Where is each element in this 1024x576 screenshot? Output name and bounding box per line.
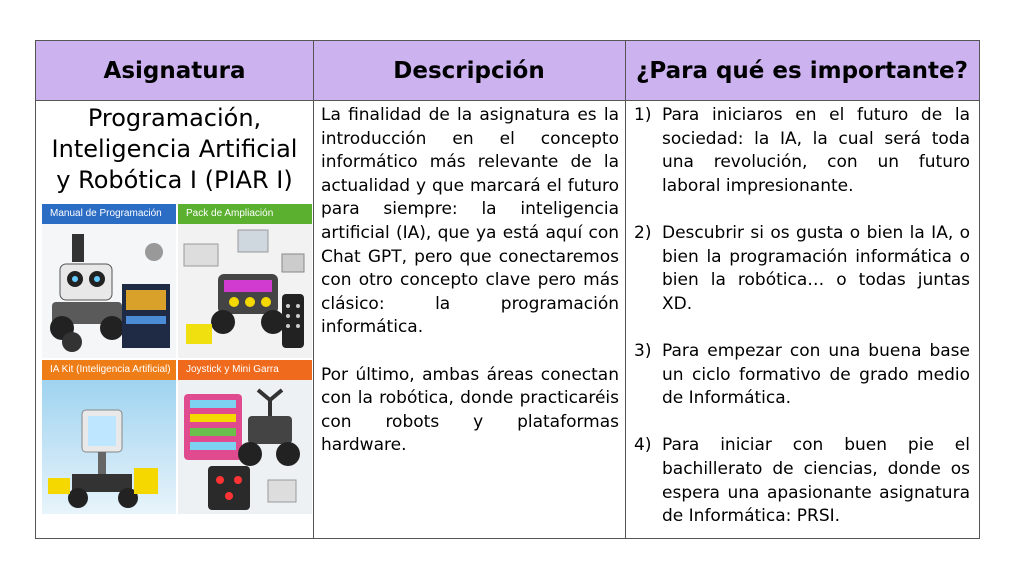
product-label: Pack de Ampliación [178, 204, 312, 224]
subject-title-line: y Robótica I (PIAR I) [56, 166, 293, 194]
product-tile-programming-manual [42, 204, 176, 358]
importance-item-text: Para iniciar con buen pie el bachillerato de ciencias, donde os espera una apasionante asignatura de Informática: PRSI. [662, 435, 970, 527]
ai-kit-image [42, 380, 176, 514]
robot-car-image [42, 224, 176, 358]
header-importancia [625, 41, 979, 101]
importance-cell [626, 101, 979, 538]
subject-title-line: Inteligencia Artificial [51, 135, 298, 163]
importance-item-number: 3) [634, 340, 652, 361]
header-descripcion [313, 41, 625, 101]
header-asignatura [36, 41, 313, 101]
description-paragraph: Por último, ambas áreas conectan con la robótica, donde practicaréis con robots y plataformas hardware. [321, 364, 619, 456]
importance-item-number: 1) [634, 105, 652, 125]
importance-item-text: Para iniciaros en el futuro de la sociedad: la IA, la cual será toda una revolución, con un futuro laboral impresionante. [662, 105, 970, 196]
description-cell [314, 101, 625, 538]
joystick-gripper-image [178, 380, 312, 514]
importance-item [634, 222, 970, 316]
product-tile-ai-kit [42, 360, 176, 514]
importance-item [634, 104, 970, 198]
description-paragraph: La finalidad de la asignatura es la introducción en el concepto informático más relevante de la actualidad y que marcará el futuro para siempre: la inteligencia artificial (IA), que ya está aquí con Chat GPT, pero que conectaremos con otro concepto clave pero más clásico: la programación informática. [321, 105, 619, 338]
importance-item-text: Descubrir si os gusta o bien la IA, o bien la programación informática o bien la robótica… o todas juntas XD. [662, 222, 970, 314]
subject-title-line: Programación, [87, 104, 262, 132]
importance-item-number: 2) [634, 222, 652, 243]
importance-item [634, 434, 970, 528]
header-asignatura-label: Asignatura [103, 57, 246, 84]
importance-item-number: 4) [634, 435, 652, 456]
header-descripcion-label: Descripción [393, 57, 545, 84]
product-collage [42, 204, 312, 514]
product-label: Manual de Programación [42, 204, 176, 224]
importance-item [634, 340, 970, 411]
subject-title [36, 103, 313, 196]
subject-table [35, 40, 980, 539]
header-importancia-label: ¿Para qué es importante? [636, 57, 968, 84]
importance-item-text: Para empezar con una buena base un ciclo formativo de grado medio de Informática. [662, 340, 970, 409]
product-label: IA Kit (Inteligencia Artificial) [42, 360, 176, 380]
product-label: Joystick y Mini Garra [178, 360, 312, 380]
subject-cell [36, 101, 313, 538]
product-tile-joystick [178, 360, 312, 514]
product-tile-expansion-pack [178, 204, 312, 358]
expansion-pack-image [178, 224, 312, 358]
